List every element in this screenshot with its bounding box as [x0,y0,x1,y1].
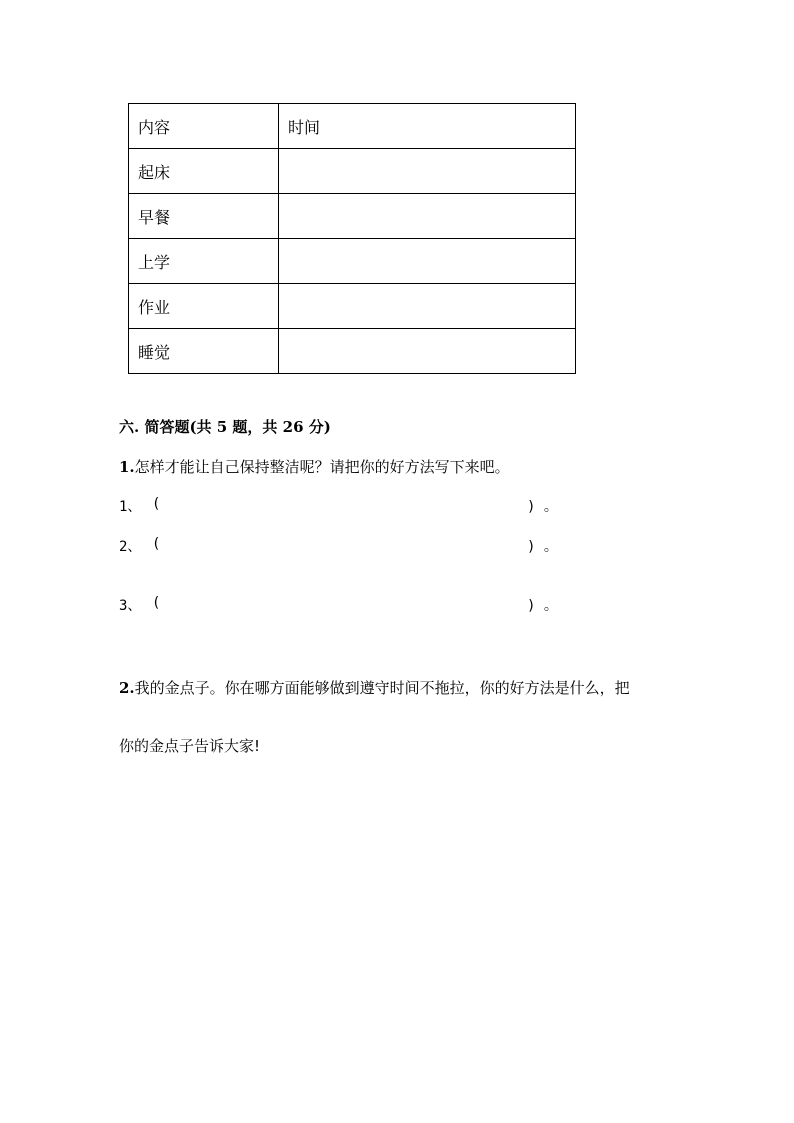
time-cell[interactable] [279,194,576,239]
answer-number: 3、 [119,598,142,614]
open-paren: ( [152,536,161,552]
activity-cell: 上学 [129,239,279,284]
question-1-text: 怎样才能让自己保持整洁呢？请把你的好方法写下来吧。 [134,458,510,476]
time-cell[interactable] [279,329,576,374]
table-row [129,194,576,239]
header-cell-time: 时间 [279,104,576,149]
time-cell[interactable] [279,284,576,329]
answer-number: 1、 [119,499,142,515]
question-2-number: 2. [119,679,135,697]
question-1-number: 1. [119,458,135,476]
table-row [129,329,576,374]
answer-line-3[interactable] [119,595,569,615]
open-paren: ( [152,595,161,611]
question-2-line-1: 我的金点子。你在哪方面能够做到遵守时间不拖拉，你的好方法是什么，把 [134,679,630,697]
activity-cell: 早餐 [129,194,279,239]
table-row [129,149,576,194]
close-paren: ) 。 [527,598,558,614]
time-cell[interactable] [279,149,576,194]
activity-cell: 起床 [129,149,279,194]
schedule-table [128,103,576,374]
section-title: 六. 简答题(共 5 题，共 26 分) [119,418,331,436]
activity-cell: 睡觉 [129,329,279,374]
close-paren: ) 。 [527,499,558,515]
question-2 [119,677,630,698]
table-row [129,239,576,284]
table-header-row [129,104,576,149]
open-paren: ( [152,496,161,512]
time-cell[interactable] [279,239,576,284]
answer-line-1[interactable] [119,496,569,516]
activity-cell: 作业 [129,284,279,329]
header-cell-content: 内容 [129,104,279,149]
answer-number: 2、 [119,539,142,555]
question-2-line-2: 你的金点子告诉大家! [119,737,261,755]
close-paren: ) 。 [527,539,558,555]
answer-line-2[interactable] [119,536,569,556]
question-1 [119,456,510,477]
table-row [129,284,576,329]
